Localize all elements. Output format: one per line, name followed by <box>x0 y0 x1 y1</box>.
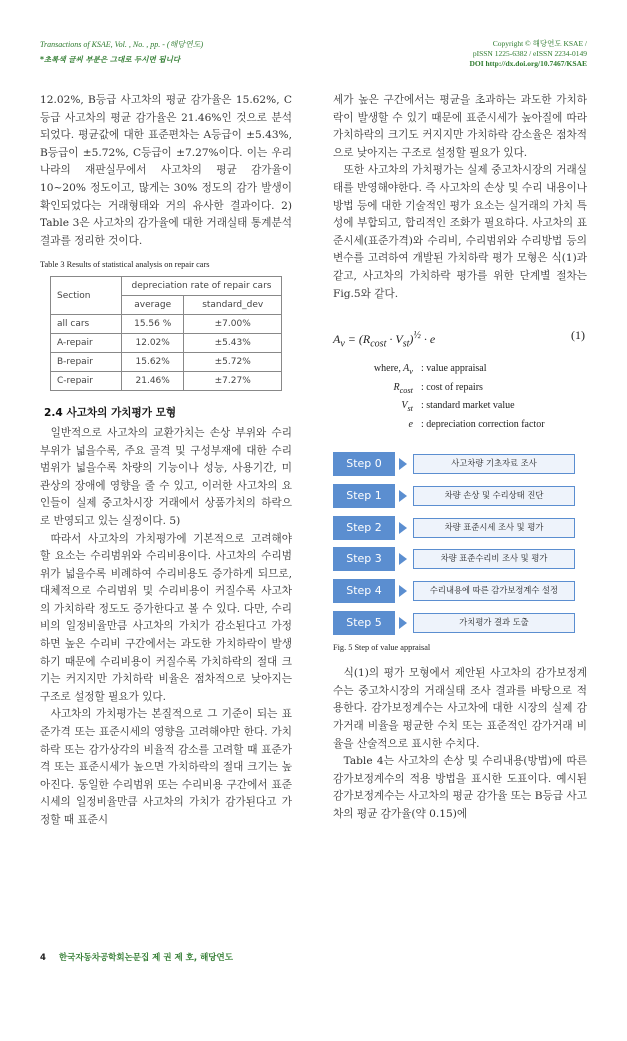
table-section-header: Section <box>51 277 122 315</box>
page-number: 4 <box>40 953 46 963</box>
table-col-stddev: standard_dev <box>184 296 282 315</box>
where-label: where, <box>373 363 401 375</box>
step-description: 차량 손상 및 수리상태 진단 <box>413 486 575 506</box>
step-description: 가치평가 결과 도출 <box>413 613 575 633</box>
section-heading: 2.4 사고차의 가치평가 모형 <box>44 407 177 420</box>
table-cell: ±7.00% <box>184 315 282 334</box>
variable-row <box>333 361 587 380</box>
table-cell: 21.46% <box>122 372 184 391</box>
step-description: 수리내용에 따른 감가보정계수 설정 <box>413 581 575 601</box>
step-label: Step 0 <box>333 452 395 476</box>
table-col-average: average <box>122 296 184 315</box>
table-caption: Table 3 Results of statistical analysis on repair cars <box>40 260 210 270</box>
table-row <box>51 372 282 391</box>
variable-symbol: e <box>408 418 413 430</box>
arrow-right-icon <box>399 458 407 470</box>
right-paragraph-1: 세가 높은 구간에서는 평균을 초과하는 과도한 가치하락이 발생할 수 있기 때문에 표준시세가 높아질에 따라 가치하락의 크기도 커지지만 가치하락 감소율은 점차적으로 낮아지는 구조로 설정할 필요가 있다. <box>333 94 587 159</box>
figure-caption: Fig. 5 Step of value appraisal <box>333 643 431 653</box>
table-cell: 15.56 % <box>122 315 184 334</box>
variable-desc: : cost of repairs <box>421 381 483 393</box>
table-cell: 12.02% <box>122 334 184 353</box>
equation-number: (1) <box>571 328 585 343</box>
table-row <box>51 353 282 372</box>
journal-title: Transactions of KSAE, Vol. , No. , pp. - (해당연도) <box>40 40 204 49</box>
copyright-line: Copyright © 해당연도 KSAE / <box>492 39 587 48</box>
left-paragraph-4: 사고차의 가치평가는 본질적으로 그 기준이 되는 표준가격 또는 표준시세의 영향을 고려해야만 한다. 가치하락 또는 감가상각의 비율적 감소를 고려할 때 표준가격 또는 표준시세가 높으면 가치하락의 절대 크기는 높아진다. 동일한 수리범위 또는 수리비용 구간에서 표준시세의 일정비율만큼 사고차의 가치가 감가된다고 가정할 때 표준시 <box>40 708 292 826</box>
table-row <box>51 315 282 334</box>
table-cell: B-repair <box>51 353 122 372</box>
table-cell: 15.62% <box>122 353 184 372</box>
variable-symbol: $V_{st}$ <box>401 400 413 414</box>
variable-desc: : value appraisal <box>421 363 487 375</box>
issn-line: pISSN 1225-6382 / eISSN 2234-0149 <box>472 49 587 58</box>
step-label: Step 3 <box>333 547 395 571</box>
variable-definitions <box>333 361 587 432</box>
right-paragraph-2: 또한 사고차의 가치평가는 실제 중고차시장의 거래실태를 반영해야한다. 즉 사고차의 손상 및 수리 내용이나 방법 등에 대한 기술적인 평가 요소는 실거래의 가치 특성에 부합되고, 합리적인 조화가 필요하다. 사고차의 표준시세(표준가격)와 수리비, 수리범위와 수리방법 등의 변수를 고려하여 개발된 가치하락 평가 모형은 식(1)과 같고, 사고차의 가치하락 평가를 위한 단계별 절차는 Fig.5와 같다. <box>333 164 587 300</box>
arrow-right-icon <box>399 522 407 534</box>
equation-formula: $A_v = (R_{cost} \cdot V_{st})^{\frac{1}{2}} \cdot e$ <box>333 330 436 350</box>
step-row <box>333 547 587 571</box>
step-description: 차량 표준시세 조사 및 평가 <box>413 518 575 538</box>
header-notice: *초록색 글씨 부분은 그대로 두시면 됩니다 <box>40 55 181 64</box>
table-cell: A-repair <box>51 334 122 353</box>
step-description: 사고차량 기초자료 조사 <box>413 454 575 474</box>
journal-header <box>40 39 203 65</box>
step-description: 차량 표준수리비 조사 및 평가 <box>413 549 575 569</box>
variable-symbol: where, $A_v$ <box>373 363 413 377</box>
right-paragraph-3: 식(1)의 평가 모형에서 제안된 사고차의 감가보정계수는 중고차시장의 거래실태 조사 결과를 바탕으로 적용한다. 감가보정계수는 사고차에 대한 시장의 실제 감가거래 비율을 평균한 수치 또는 표준적인 감가거래 비율을 산술적으로 표시한 수치다. <box>333 667 587 750</box>
step-label: Step 1 <box>333 484 395 508</box>
table-cell: ±7.27% <box>184 372 282 391</box>
results-table <box>50 276 282 391</box>
variable-row <box>333 398 587 417</box>
step-row <box>333 452 587 476</box>
table-row <box>51 334 282 353</box>
table-cell: C-repair <box>51 372 122 391</box>
table-group-header: depreciation rate of repair cars <box>122 277 282 296</box>
step-row <box>333 516 587 540</box>
doi-line: DOI http://dx.doi.org/10.7467/KSAE <box>469 59 587 68</box>
variable-row <box>333 417 587 433</box>
table-cell: all cars <box>51 315 122 334</box>
copyright-header <box>469 39 587 69</box>
left-paragraph-2: 일반적으로 사고차의 교환가치는 손상 부위와 수리 부위가 넓을수록, 주요 골격 및 구성부재에 대한 수리 범위가 넓을수록 차량의 기능이나 성능, 사용기간, 미관상의 장애에 영향을 줄 수 있고, 이러한 사고차의 요인들이 실제 중고차시장 거래에서 상품가치의 하락으로 반영되고 있는 실정이다. 5) <box>40 426 292 527</box>
left-column <box>40 92 292 830</box>
step-row <box>333 579 587 603</box>
left-paragraph-1: 12.02%, B등급 사고차의 평균 감가율은 15.62%, C등급 사고차의 평균 감가율은 21.46%인 것으로 분석되었다. 평균값에 대한 표준편차는 A등급이 ±5.43%, B등급이 ±5.72%, C등급이 ±7.27%이다. 이는 우리나라의 재판실무에서 사고차의 평균 감가율이 10~20% 정도이고, 많게는 30% 정도의 감가 발생이 확인되었다는 거래형태와 거의 유사한 결과이다. 2) Table 3은 사고차의 감가율에 대한 거래실태 통계분석 결과를 정리한 것이다. <box>40 94 292 247</box>
arrow-right-icon <box>399 490 407 502</box>
variable-row <box>333 380 587 399</box>
step-diagram <box>333 452 587 634</box>
page-footer <box>40 951 233 963</box>
step-label: Step 4 <box>333 579 395 603</box>
table-cell: ±5.43% <box>184 334 282 353</box>
left-paragraph-3: 따라서 사고차의 가치평가에 기본적으로 고려해야 할 요소는 수리범위와 수리비용이다. 사고차의 수리범위가 넓을수록 비례하여 수리비용도 증가하게 되므로, 대체적으로 수리범위 및 수리비용이 커질수록 사고차의 가치하락 정도도 증가한다고 볼 수 있다. 다만, 수리비의 일정비율만큼 사고차의 가치가 감소된다고 가정하면 높은 수리비 구간에서는 과도한 가치하락이 발생하기 때문에 수리비용이 커질수록 가치하락의 절대 크기는 커지지만 가치하락 비율은 점차적으로 낮아지는 구조로 설정할 필요가 있다. <box>40 532 292 703</box>
step-row <box>333 484 587 508</box>
footer-journal: 한국자동차공학회논문집 제 권 제 호, 해당연도 <box>58 953 233 963</box>
arrow-right-icon <box>399 553 407 565</box>
variable-desc: : standard market value <box>421 400 515 412</box>
variable-desc: : depreciation correction factor <box>421 418 545 430</box>
step-label: Step 5 <box>333 611 395 635</box>
right-column <box>333 92 587 824</box>
arrow-right-icon <box>399 617 407 629</box>
step-label: Step 2 <box>333 516 395 540</box>
equation-1 <box>333 319 587 353</box>
step-row <box>333 611 587 635</box>
right-paragraph-4: Table 4는 사고차의 손상 및 수리내용(방법)에 따른 감가보정계수의 적용 방법을 표시한 도표이다. 예시된 감가보정계수는 사고차의 평균 감가율 또는 B등급 사고차의 평균 감가율(약 0.15)에 <box>333 755 587 820</box>
arrow-right-icon <box>399 585 407 597</box>
variable-symbol: $R_{cost}$ <box>393 381 413 395</box>
table-cell: ±5.72% <box>184 353 282 372</box>
